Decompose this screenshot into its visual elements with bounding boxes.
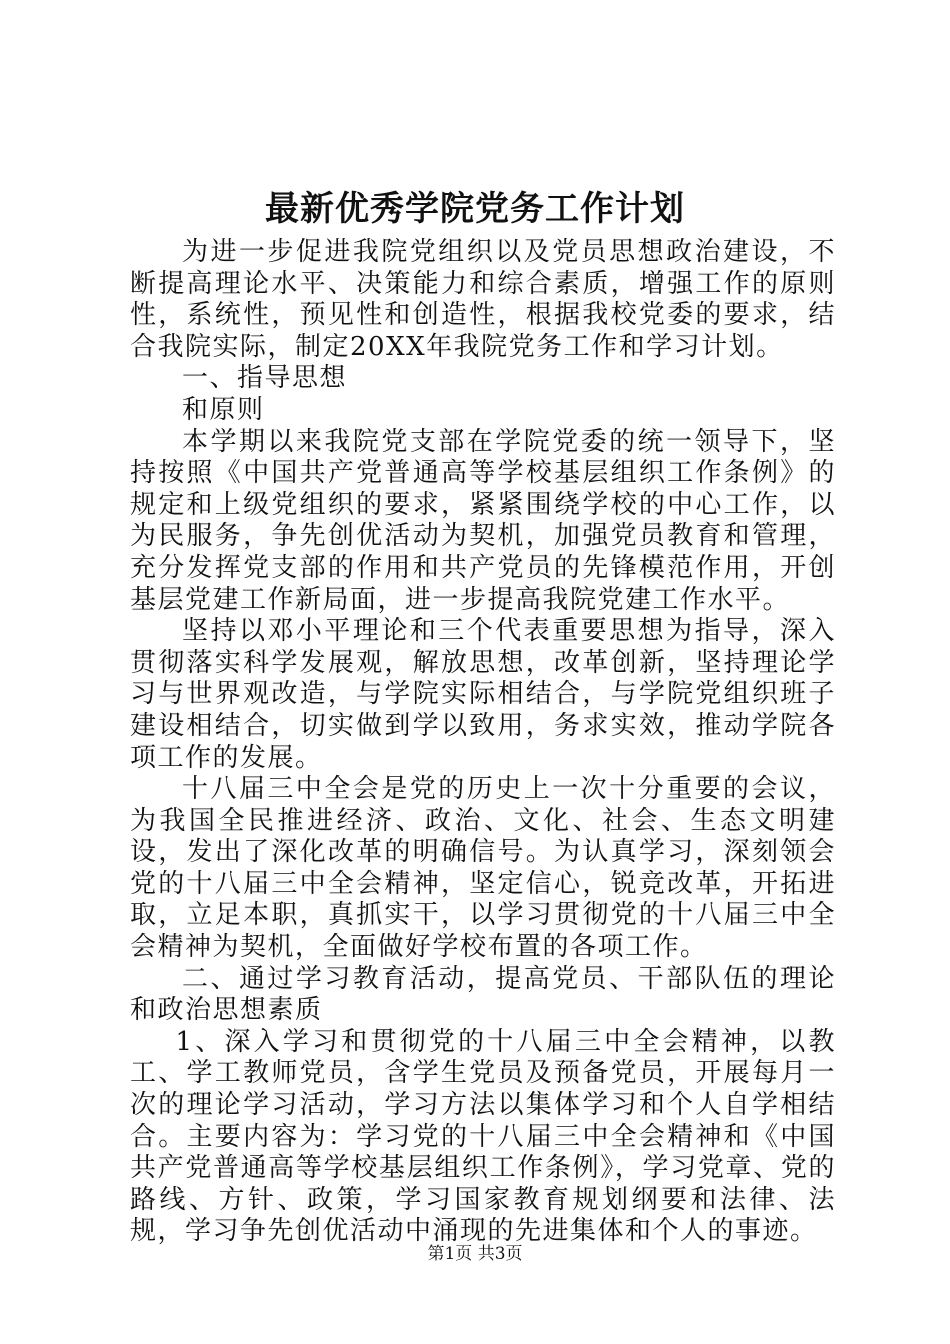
paragraph-plenary-session: 十八届三中全会是党的历史上一次十分重要的会议，为我国全民推进经济、政治、文化、社会、生态文明建设，发出了深化改革的明确信号。为认真学习，深刻领会党的十八届三中全会精神，坚定信心，锐竞改革，开拓进取，立足本职，真抓实干，以学习贯彻党的十八届三中全会精神为契机，全面做好学校布置的各项工作。 xyxy=(130,774,836,963)
section-heading-study-education: 二、通过学习教育活动，提高党员、干部队伍的理论和政治思想素质 xyxy=(130,963,836,1026)
page-number-footer: 第1页 共3页 xyxy=(427,1244,523,1264)
paragraph-party-branch: 本学期以来我院党支部在学院党委的统一领导下，坚持按照《中国共产党普通高等学校基层组织工作条例》的规定和上级党组织的要求，紧紧围绕学校的中心工作，以为民服务，争先创优活动为契机，加强党员教育和管理，充分发挥党支部的作用和共产党员的先锋模范作用，开创基层党建工作新局面，进一步提高我院党建工作水平。 xyxy=(130,426,836,615)
document-body xyxy=(130,237,836,1248)
paragraph-item-1: 1、深入学习和贯彻党的十八届三中全会精神，以教工、学工教师党员，含学生党员及预备党员，开展每月一次的理论学习活动，学习方法以集体学习和个人自学相结合。主要内容为：学习党的十八届三中全会精神和《中国共产党普通高等学校基层组织工作条例》，学习党章、党的路线、方针、政策，学习国家教育规划纲要和法律、法规，学习争先创优活动中涌现的先进集体和个人的事迹。 xyxy=(130,1026,836,1247)
section-heading-principles: 和原则 xyxy=(182,394,265,425)
section-heading-guiding-thought: 一、指导思想 xyxy=(182,363,348,394)
document-title: 最新优秀学院党务工作计划 xyxy=(265,189,685,229)
paragraph-theory-guidance: 坚持以邓小平理论和三个代表重要思想为指导，深入贯彻落实科学发展观，解放思想，改革创新，坚持理论学习与世界观改造，与学院实际相结合，与学院党组织班子建设相结合，切实做到学以致用，务求实效，推动学院各项工作的发展。 xyxy=(130,616,836,773)
paragraph-intro: 为进一步促进我院党组织以及党员思想政治建设，不断提高理论水平、决策能力和综合素质，增强工作的原则性，系统性，预见性和创造性，根据我校党委的要求，结合我院实际，制定20XX年我院党务工作和学习计划。 xyxy=(130,237,836,362)
